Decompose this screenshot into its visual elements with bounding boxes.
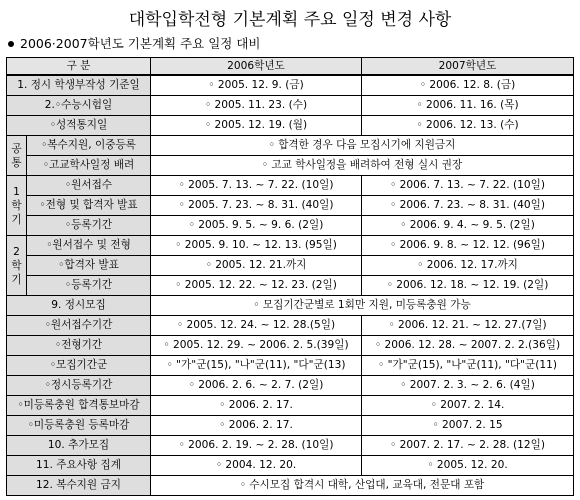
table-row [7,276,574,296]
cell-2006: ◦ 2006. 2. 19. ~ 2. 28. (10일) [151,436,362,456]
row-label: ◦모집기간군 [7,356,151,376]
table-row [7,316,574,336]
section-common: 공통 [7,136,27,176]
row-label: 10. 추가모집 [7,436,151,456]
table-row [7,256,574,276]
header-category: 구 분 [7,58,151,76]
row-label: ◦미등록충원 등록마감 [7,416,151,436]
subtitle [8,34,260,52]
cell-2006: ◦ 2005. 7. 23. ~ 8. 31. (40일) [151,196,362,216]
table-row [7,176,574,196]
cell-2007: ◦ 2006. 12. 28. ~ 2007. 2. 2.(36일) [362,336,574,356]
cell-2007: ◦ 2006. 9. 4. ~ 9. 5. (2일) [362,216,574,236]
bullet-icon [8,41,14,47]
table-row [7,416,574,436]
cell-2007: ◦ 2005. 12. 20. [362,456,574,476]
table-row [7,216,574,236]
cell-2006: ◦ 2005. 12. 19. (월) [151,116,362,136]
row-label: 1. 정시 학생부작성 기준일 [7,75,151,96]
row-label: 2.◦수능시험일 [7,96,151,116]
table-row [7,296,574,316]
cell-2007: ◦ 2006. 12. 13. (수) [362,116,574,136]
cell-2007: ◦ 2006. 9. 8. ~ 12. 12. (96일) [362,236,574,256]
table-row [7,436,574,456]
row-label: ◦원서접수 및 전형 [27,236,151,256]
row-label: ◦등록기간 [27,216,151,236]
row-label: ◦원서접수 [27,176,151,196]
section-term2: 2 학 기 [7,236,27,296]
cell-2007: ◦ 2006. 7. 13. ~ 7. 22. (10일) [362,176,574,196]
cell-2006: ◦ 2005. 12. 21.까지 [151,256,362,276]
cell-2006: ◦ 2005. 12. 22. ~ 12. 23. (2일) [151,276,362,296]
cell-2007: ◦ 2006. 11. 16. (목) [362,96,574,116]
schedule-table [6,57,574,496]
cell-2007: ◦ 2006. 12. 17.까지 [362,256,574,276]
cell-2006: ◦ "가"군(15), "나"군(11), "다"군(13) [151,356,362,376]
row-label: 11. 주요사항 집계 [7,456,151,476]
table-header-row [7,58,574,76]
cell-2006: ◦ 2004. 12. 20. [151,456,362,476]
cell-2006: ◦ 2005. 12. 29. ~ 2006. 2. 5.(39일) [151,336,362,356]
table-row [7,116,574,136]
table-row [7,136,574,156]
section-term1: 1 학 기 [7,176,27,236]
cell-2007: ◦ 2007. 2. 14. [362,396,574,416]
table-row [7,156,574,176]
header-2007: 2007학년도 [362,58,574,76]
row-label: ◦원서접수기간 [7,316,151,336]
cell-2006: ◦ 2006. 2. 17. [151,416,362,436]
cell-2007: ◦ 2007. 2. 3. ~ 2. 6. (4일) [362,376,574,396]
cell-merged: ◦ 고교 학사일정을 배려하여 전형 실시 권장 [151,156,574,176]
cell-2007: ◦ 2006. 12. 18. ~ 12. 19. (2일) [362,276,574,296]
row-label: ◦미등록충원 합격통보마감 [7,396,151,416]
table-row [7,476,574,496]
table-row [7,356,574,376]
row-label: ◦합격자 발표 [27,256,151,276]
row-label: ◦등록기간 [27,276,151,296]
subtitle-text: 2006·2007학년도 기본계획 주요 일정 대비 [20,36,261,51]
cell-merged: ◦ 모집기간군별로 1회만 지원, 미등록충원 가능 [151,296,574,316]
table-row [7,456,574,476]
cell-2007: ◦ "가"군(15), "나"군(11), "다"군(11) [362,356,574,376]
table-row [7,376,574,396]
cell-2007: ◦ 2006. 12. 21. ~ 12. 27.(7일) [362,316,574,336]
row-label: ◦전형기간 [7,336,151,356]
row-label: ◦전형 및 합격자 발표 [27,196,151,216]
table-row [7,336,574,356]
table-row [7,196,574,216]
cell-2006: ◦ 2006. 2. 6. ~ 2. 7. (2일) [151,376,362,396]
row-label: ◦복수지원, 이중등록 [27,136,151,156]
row-label: 9. 정시모집 [7,296,151,316]
cell-2006: ◦ 2005. 12. 9. (금) [151,75,362,96]
row-label: ◦성적통지일 [7,116,151,136]
cell-merged: ◦ 수시모집 합격시 대학, 산업대, 교육대, 전문대 포함 [151,476,574,496]
cell-2007: ◦ 2007. 2. 15 [362,416,574,436]
cell-2007: ◦ 2007. 2. 17. ~ 2. 28. (12일) [362,436,574,456]
cell-2006: ◦ 2005. 9. 10. ~ 12. 13. (95일) [151,236,362,256]
cell-2006: ◦ 2006. 2. 17. [151,396,362,416]
cell-2007: ◦ 2006. 12. 8. (금) [362,75,574,96]
cell-2006: ◦ 2005. 7. 13. ~ 7. 22. (10일) [151,176,362,196]
table-row [7,236,574,256]
cell-2006: ◦ 2005. 12. 24. ~ 12. 28.(5일) [151,316,362,336]
table-row [7,75,574,96]
table-row [7,396,574,416]
cell-merged: ◦ 합격한 경우 다음 모집시기에 지원금지 [151,136,574,156]
table-row [7,96,574,116]
header-2006: 2006학년도 [151,58,362,76]
page-title: 대학입학전형 기본계획 주요 일정 변경 사항 [128,10,452,30]
cell-2006: ◦ 2005. 11. 23. (수) [151,96,362,116]
row-label: ◦정시등록기간 [7,376,151,396]
cell-2007: ◦ 2006. 7. 23. ~ 8. 31. (40일) [362,196,574,216]
cell-2006: ◦ 2005. 9. 5. ~ 9. 6. (2일) [151,216,362,236]
row-label: 12. 복수지원 금지 [7,476,151,496]
row-label: ◦고교학사일정 배려 [27,156,151,176]
